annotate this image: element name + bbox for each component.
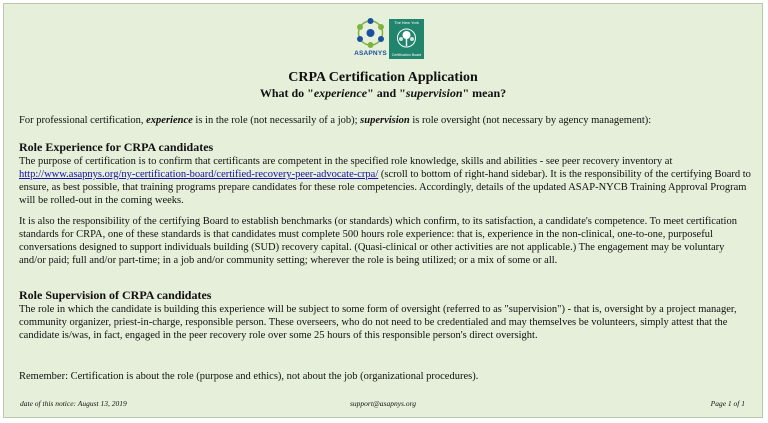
intro-paragraph [19,114,751,127]
p1-post: (scroll to bottom of right-hand sidebar). It is the responsibility of the certifying Board to ensure, as best possible, that training programs prepare candidates for these role competencies. Accordingly, details of the updated ASAP-NYCB Training Approval Program will be rolled-out in the coming weeks. [19,169,751,206]
certification-board-logo [389,19,424,59]
logo-b-bottom-text: Certification Board [391,53,422,57]
experience-paragraph-1 [19,155,751,207]
section-heading-experience: Role Experience for CRPA candidates [19,140,214,154]
subtitle-supervision: supervision [405,86,463,100]
p1-pre: The purpose of certification is to confirm that certificants are competent in the specified role knowledge, skills and abilities - see peer recovery inventory at [19,156,673,167]
supervision-paragraph: The role in which the candidate is building this experience will be subject to some form of oversight (referred to as "supervision") - that is, oversight by a project manager, community organizer, priest-in-charge, responsible person. These overseers, who do not need to be credentialed and may themselves be volunteers, simply attest that the candidate is/was, in fact, engaged in the peer recovery role over some 25 hours of this responsible person's direct oversight. [19,304,737,341]
logo-b-top-text: The New York [394,20,419,25]
document-page [3,3,763,418]
intro-pre: For professional certification, [19,115,147,126]
subtitle-mid: " and " [367,86,406,100]
logo-group [354,17,426,61]
page-subtitle [4,86,762,100]
asapnys-logo-text: ASAPNYS [354,50,387,57]
people-circle-icon [354,17,387,50]
peer-recovery-inventory-link[interactable]: http://www.asapnys.org/ny-certification-board/certified-recovery-peer-advocate-crpa/ [19,169,379,180]
page-title: CRPA Certification Application [288,70,478,85]
experience-paragraph-2: It is also the responsibility of the certifying Board to establish benchmarks (or standards) which confirm, to its satisfaction, a candidate's competence. To meet certification standards for CRPA, one of these standards is that candidates must complete 500 hours role experience: that is, experience in the non-clinical, one-to-one, purposeful conversations designed to support individuals building (SUD) recovery capital. (Quasi-clinical or other activities are not applicable.) The engagement may be voluntary and/or paid; full and/or part-time; in a job and/or community setting; wherever the role is being utilized; or a mix of some or all. [19,216,737,266]
intro-term-experience: experience [146,115,193,126]
footer-email: support@asapnys.org [349,399,416,408]
section-heading-supervision: Role Supervision of CRPA candidates [19,288,212,302]
remember-paragraph: Remember: Certification is about the role (purpose and ethics), not about the job (organizational procedures). [19,371,479,382]
intro-term-supervision: supervision [360,115,410,126]
footer-date: date of this notice: August 13, 2019 [20,399,127,408]
subtitle-pre: What do " [259,86,314,100]
subtitle-post: " mean? [462,86,507,100]
footer-page-number: Page 1 of 1 [710,399,745,408]
intro-post: is role oversight (not necessary by agency management): [409,115,652,126]
intro-mid: is in the role (not necessarily of a job); [192,115,361,126]
asapnys-logo [354,17,387,61]
subtitle-experience: experience [313,86,368,100]
